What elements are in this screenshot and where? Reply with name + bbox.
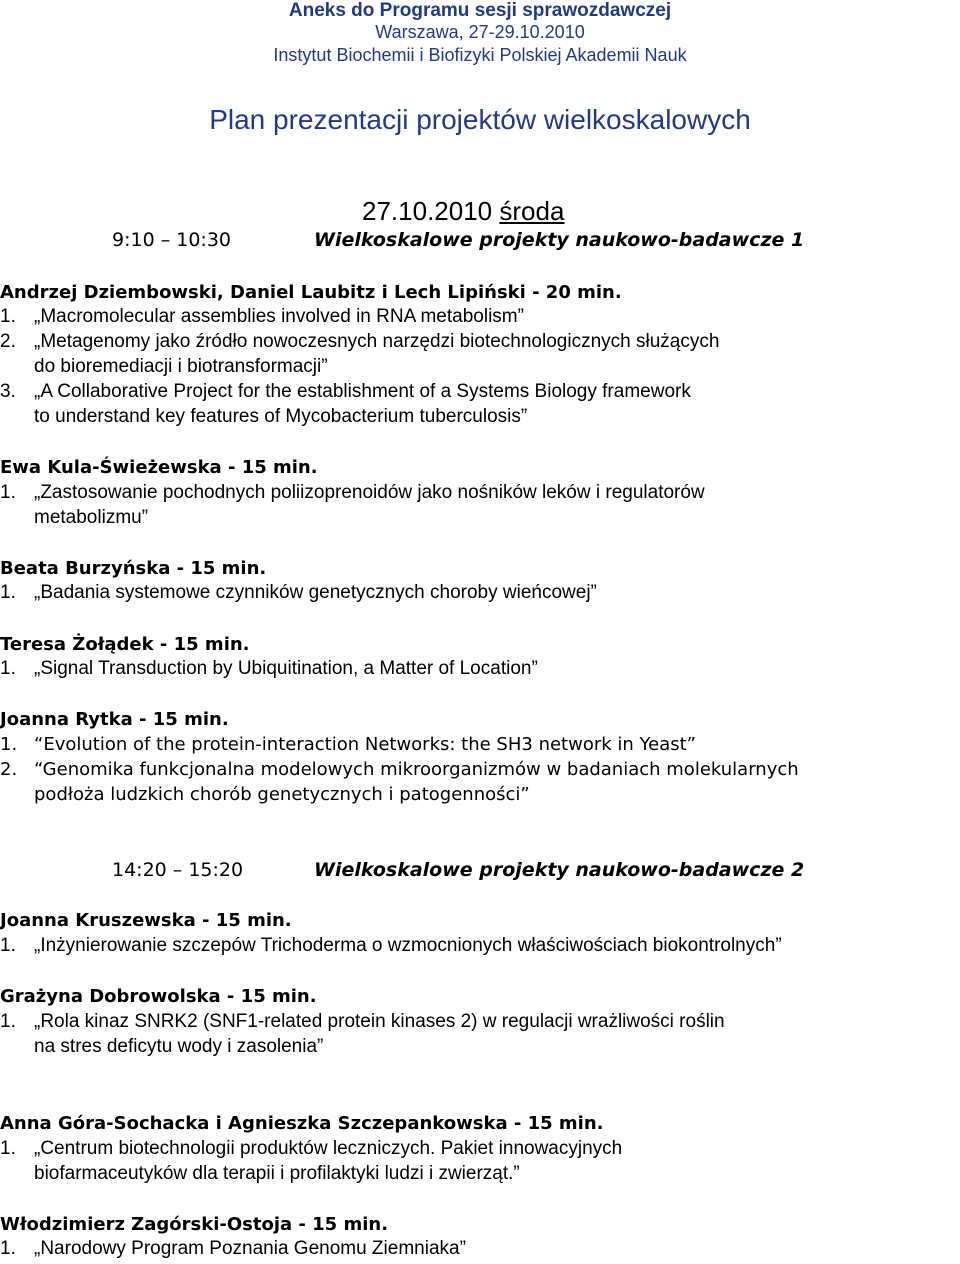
session-1-heading <box>112 229 872 255</box>
talk-title: „Narodowy Program Poznania Genomu Ziemniaka” <box>34 1238 466 1259</box>
talk-item <box>0 379 691 427</box>
talk-title: „A Collaborative Project for the establishment of a Systems Biology framework <box>34 381 691 402</box>
talk-item <box>0 933 782 958</box>
talk-title: „Zastosowanie pochodnych poliizoprenoidów jako nośników leków i regulatorów <box>34 482 705 503</box>
session-2-time: 14:20 – 15:20 <box>112 859 244 881</box>
talk-title-continued: metabolizmu” <box>34 507 149 528</box>
talk-item <box>0 656 538 681</box>
speaker-name: Joanna Rytka - 15 min. <box>0 709 229 730</box>
speaker-name: Grażyna Dobrowolska - 15 min. <box>0 986 317 1007</box>
talk-title: „Macromolecular assemblies involved in RNA metabolism” <box>34 306 524 327</box>
talk-title-continued: biofarmaceutyków dla terapii i profilaktyki ludzi i zwierząt.” <box>34 1163 520 1184</box>
talk-item <box>0 1236 466 1261</box>
speaker-name: Joanna Kruszewska - 15 min. <box>0 910 292 931</box>
day-heading <box>362 196 564 227</box>
speaker-name: Włodzimierz Zagórski-Ostoja - 15 min. <box>0 1214 389 1235</box>
session-1-title: Wielkoskalowe projekty naukowo-badawcze 1 <box>314 229 805 251</box>
session-1-time: 9:10 – 10:30 <box>112 229 232 251</box>
talk-title: „Inżynierowanie szczepów Trichoderma o wzmocnionych właściwościach biokontrolnych” <box>34 935 782 956</box>
talk-title: „Badania systemowe czynników genetycznych choroby wieńcowej” <box>34 582 597 603</box>
institute-name: Instytut Biochemii i Biofizyki Polskiej Akademii Nauk <box>273 45 687 65</box>
talk-number: 1. <box>0 935 16 956</box>
talk-title: “Evolution of the protein-interaction Networks: the SH3 network in Yeast” <box>34 734 696 755</box>
date-location: Warszawa, 27-29.10.2010 <box>375 22 585 42</box>
talk-title: „Signal Transduction by Ubiquitination, a Matter of Location” <box>34 658 538 679</box>
day-name: środa <box>499 196 565 226</box>
day-date: 27.10.2010 <box>362 196 493 226</box>
speaker-name: Andrzej Dziembowski, Daniel Laubitz i Lech Lipiński - 20 min. <box>0 282 622 303</box>
talk-title: „Metagenomy jako źródło nowoczesnych narzędzi biotechnologicznych służących <box>34 331 720 352</box>
session-2-title: Wielkoskalowe projekty naukowo-badawcze 2 <box>314 859 805 881</box>
session-2-heading <box>112 859 872 885</box>
talk-item <box>0 757 799 805</box>
talk-title-continued: do bioremediacji i biotransformacji” <box>34 356 328 377</box>
talk-number: 3. <box>0 381 16 402</box>
speaker-name: Teresa Żołądek - 15 min. <box>0 634 250 655</box>
plan-heading: Plan prezentacji projektów wielkoskalowych <box>209 104 751 135</box>
talk-title-continued: to understand key features of Mycobacterium tuberculosis” <box>34 406 528 427</box>
talk-item <box>0 304 524 329</box>
talk-number: 1. <box>0 306 16 327</box>
talk-number: 1. <box>0 582 16 603</box>
speaker-name: Ewa Kula-Świeżewska - 15 min. <box>0 457 318 478</box>
talk-number: 1. <box>0 1238 16 1259</box>
talk-number: 2. <box>0 331 16 352</box>
talk-item <box>0 480 705 528</box>
talk-title: „Rola kinaz SNRK2 (SNF1-related protein kinases 2) w regulacji wrażliwości roślin <box>34 1011 725 1032</box>
talk-number: 1. <box>0 1138 16 1159</box>
speaker-name: Beata Burzyńska - 15 min. <box>0 558 267 579</box>
talk-item <box>0 1009 725 1057</box>
document-title: Aneks do Programu sesji sprawozdawczej <box>288 0 672 21</box>
talk-number: 1. <box>0 482 16 503</box>
talk-title: “Genomika funkcjonalna modelowych mikroorganizmów w badaniach molekularnych <box>34 759 799 780</box>
talk-title-continued: na stres deficytu wody i zasolenia” <box>34 1036 324 1057</box>
talk-title: „Centrum biotechnologii produktów leczniczych. Pakiet innowacyjnych <box>34 1138 623 1159</box>
talk-number: 1. <box>0 734 18 755</box>
talk-number: 1. <box>0 1011 16 1032</box>
talk-item <box>0 329 720 377</box>
talk-item <box>0 1136 623 1184</box>
speaker-name: Anna Góra-Sochacka i Agnieszka Szczepankowska - 15 min. <box>0 1113 604 1134</box>
talk-item <box>0 580 597 605</box>
talk-number: 1. <box>0 658 16 679</box>
talk-title-continued: podłoża ludzkich chorób genetycznych i patogenności” <box>34 784 530 805</box>
talk-item <box>0 732 696 757</box>
talk-number: 2. <box>0 759 18 780</box>
